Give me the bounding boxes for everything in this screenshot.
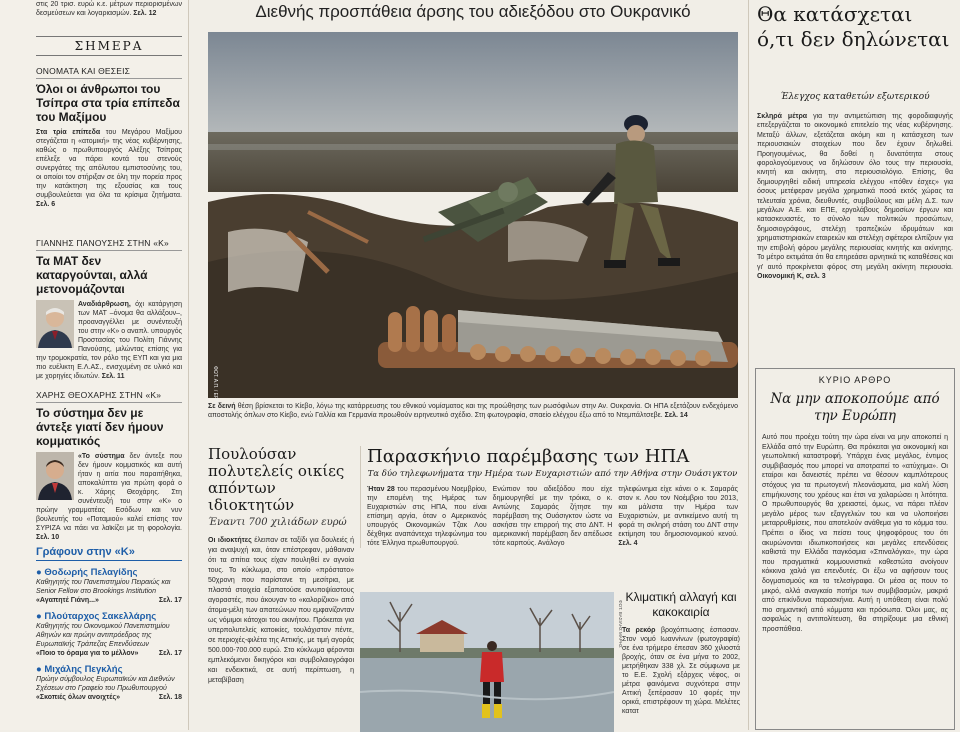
climate-article: [622, 590, 740, 716]
bullet-icon: ●: [36, 664, 45, 675]
section-theocharis: [36, 390, 182, 542]
usa-headline[interactable]: Παρασκήνιο παρέμβασης των ΗΠΑ: [367, 446, 690, 467]
writer-ref: Σελ. 18: [158, 694, 182, 701]
usa-col-1: Ήταν 28 του περασμένου Νοεμβρίου, την επομένη της Ημέρας των Ευχαριστιών στις ΗΠΑ, που είναι επίσημη αργία, όταν ο Αμερικανός υπουργός Οικονομικών Τζακ Λου δέχθηκε αναπάντεχα τηλεφώνημα του τότε Έλληνα πρωθυπουργού.: [367, 486, 487, 547]
editorial-body: Αυτό που προέχει τούτη την ώρα είναι να μην αποκοπεί η Ελλάδα από την Ευρώπη. Θα πρόκειται για οικονομική και γεωπολιτική καταστροφή. Υπάρχει ένας μεγάλος, έντιμος συμβιβασμός που μπορεί να αποτραπεί το «ατύχημα». Οι εταίροι και δανειστές πρέπει να θέσουν καμπλότερους στόχους για τα πρωτογενή πλεονάσματα, μια καλή λύση επιμήκυνσης του χρέους και έτσι να χαλαρώσει η λιτότητα. Ο πρωθυπουργός θα χρειαστεί, όμως, να πάρει πλέον μεγάλο μέρος των εξαγγελιών του και να υλοποιήσει μεταρρυθμίσεις, που αποτελούν ανάθεμα για το κόμμα του. Πρέπει ο ίδιος να πείσει τους ψηφοφόρους του ότι ακυρώνονται ιδιωτικοποιήσεις και μεγάλες επενδύσεις καθιστά την Ελλάδα παγκόσμια «Σπιναλόγκα», την ώρα που πραγματικά κομμουνιστικά καθεστώτα ανοίγουν κόκκινα χαλιά για επενδυτές. Οι έξω να αφήσουν τους δογματισμούς και τα τελεσίγραφα. Οι μέσα ας πουν το μικρό, αλλά αναγκαίο ποτήρι των συμβιβασμών, μακριά από επικίνδυνα παρασκήνια. Αυτή η υπόθεση είναι πολύ πιο σημαντική από κόμματα και πρόσωπα. Όλοι μας, ας ασφαλώς η αντιπολίτευση, θα στηρίξουμε μια εθνική προσπάθεια.: [762, 434, 948, 633]
writer-item[interactable]: [36, 567, 182, 605]
avatar-panousis: [36, 300, 74, 348]
avatar-theocharis: [36, 452, 74, 500]
climate-body: Τα ρεκόρ βροχόπτωσης έσπασαν. Στον νομό Ιωαννίνων (φωτογραφία) σε ένα τρήμερο έπεσαν 360 χιλιοστά βροχής, όταν σε ένα μήνα το 2002, μετρήθηκαν 338 χλ. Σε σύμφωνα με το Ε.Ε. Σχολή εξάρχεις νέφος, οι μέτρα φαινόμενα συχνότερα στην Αττική ξεπέρασαν 10 φορές την ορικά, επιστρέφουν τη χώρα. Μελέτες κατατ: [622, 627, 740, 715]
bullet-icon: ●: [36, 567, 45, 578]
flood-photo-credit: ΦΩΤ. ΒΑΣΙΛΗΣ ΜΑΡΗΣ: [618, 600, 623, 648]
flood-photo: [360, 592, 614, 732]
section-headline[interactable]: Τα ΜΑΤ δεν καταργούνται, αλλά μετονομάζονται: [36, 254, 148, 296]
villas-article: [208, 446, 354, 686]
writer-item[interactable]: [36, 664, 182, 702]
left-column: [0, 0, 189, 730]
section-headline[interactable]: Όλοι οι άνθρωποι του Τσίπρα στα τρία επίπεδα του Μαξίμου: [36, 82, 180, 124]
editorial-headline[interactable]: Να μην αποκοπούμε από την Ευρώπη: [770, 391, 940, 424]
writer-title: «Αγαπητέ Γιάνη...»: [36, 597, 99, 604]
writer-title: «Σκοπιές όλων ανοιχτές»: [36, 694, 120, 701]
writer-desc: Καθηγητής του Οικονομικού Πανεπιστημίου Αθηνών και πρώην αντιπρόεδρος της Ευρωπαϊκής Τράπεζας Επενδύσεων: [36, 623, 170, 648]
section-panousis: [36, 238, 182, 381]
writer-title: «Ποιο το όραμα για το μέλλον»: [36, 650, 139, 657]
climate-headline[interactable]: Κλιματική αλλαγή και κακοκαιρία: [625, 590, 737, 619]
section-label: ΟΝΟΜΑΤΑ ΚΑΙ ΘΕΣΕΙΣ: [36, 66, 182, 79]
right-body: Σκληρά μέτρα για την αντιμετώπιση της φοροδιαφυγής επεξεργάζεται το οικονομικό επιτελείο της νέας κυβέρνησης. Μεταξύ άλλων, εξετάζεται ακόμη και η κατάσχεση των περιουσιακών στοιχείων που δεν έχουν δηλωθεί. Προηγουμένως, θα δοθεί η δυνατότητα στους φορολογούμενους να δηλώσουν όλο τους την περιουσία, κινητή και ακίνητη, στο περιουσιολόγιο. Επίσης, θα δημιουργηθεί ειδική υπηρεσία ελέγχου «πόθεν έσχες» για όσους μετέφεραν μεγάλα χρηματικά ποσά εκτός χώρας τα τελευταία χρόνια, διευθυντές, συμβούλους και μέλη Δ.Σ. των μεγάλων Α.Ε. και ΕΠΕ, εργολάβους δημοσίων έργων και κατασκευαστές, το σύνολο των πολιτικών προσώπων, δημοσιογράφους, στελέχη τραπεζικών ιδρυμάτων και χρηματιστηριακών εταιρειών και στελέχη σφέτεροι ελπίζουν για την επιβολή φόρου μεγάλης περιουσίας κινητής και ακίνητης. Το μέτρο εκτιμάται ότι θα επηρεάσει αρνητικά τις καταθέσεις και γι' αυτό προκρίνεται φόρος στη μεγάλη ακίνητη περιουσία. Οικονομική Κ, σελ. 3: [757, 113, 953, 280]
war-photo: [208, 32, 738, 398]
editorial-label: ΚΥΡΙΟ ΑΡΘΡΟ: [818, 375, 892, 385]
section-body: «Το σύστημα δεν άντεξε που δεν ήμουν κομματικός και αυτή ήταν η αιτία που παραιτήθηκα, αποκαλύπτει για πρώτη φορά ο κ. Χάρης Θεοχάρης. Στη συνέντευξή του στην «Κ» ο πρώην γραμματέας Εσόδων και νυν βουλευτής του «Ποταμιού» καλεί επίσης τον ΣΥΡΙΖΑ να πάει να λαϊκίζει με τη φορολογία. Σελ. 10: [36, 453, 182, 541]
writer-name: Μιχάλης Πεγκλής: [44, 664, 123, 675]
editorial-box: [755, 368, 955, 730]
usa-subhead: Τα δύο τηλεφωνήματα την Ημέρα των Ευχαριστιών από την Αθήνα στην Ουάσιγκτον: [367, 469, 738, 479]
writers-box: [36, 546, 182, 702]
top-headline[interactable]: Διεθνής προσπάθεια άρσης του αδιεξόδου στο Ουκρανικό: [255, 2, 691, 21]
photo-credit: ΦΩΤ. Α.Π. / ΕΡΓΑ ΦΩΤΟ: [212, 366, 218, 421]
war-photo-caption: Σε δεινή θέση βρίσκεται το Κίεβο, λόγω της κατάρρευσης του εθνικού νομίσματος και της προώθησης των ρωσόφιλων στην Αν. Ουκρανία. Οι ΗΠΑ εξετάζουν ενδεχόμενο αποστολής όπλων στο Κίεβο, ενώ Γαλλία και Γερμανία προωθούν ειρηνευτικό σχέδιο. Στη φωτογραφία, σπαείο ελέγχου έξω από το Ντεμπάλτσεβε. Σελ. 14: [208, 403, 738, 419]
bullet-icon: ●: [36, 611, 45, 622]
right-column: [748, 0, 960, 730]
usa-col-2: Ενώπιον του αδιεξόδου που είχε δημιουργηθεί με την τρόικα, ο κ. Αντώνης Σαμαράς ζήτησε την παρέμβαση της Ουάσιγκτον ώστε να ασκήσει την επιρροή της στο ΔΝΤ. Η αμερικανική παρέμβαση δεν απέδωσε τότε καρπούς. Ανάλογο: [492, 486, 613, 547]
usa-col-3: τηλεφώνημα είχε κάνει ο κ. Σαμαράς στον κ. Λου τον Νοέμβριο του 2013, και μάλιστα την Ημέρα των Ευχαριστιών, με αντικείμενο αυτή τη φορά τη σκληρή στάση του ΔΝΤ στην εκτίμηση του δημοσιονομικού κενού. Σελ. 4: [618, 486, 739, 547]
section-body: Στα τρία επίπεδα του Μεγάρου Μαξίμου στεγάζεται η «ατομική» της νέας κυβέρνησης, καθώς ο πρωθυπουργός Αλέξης Τσίπρας επέλεξε να πάρει κοντά του στενούς συνεργάτες της απόλυτου εμπιστοσύνης του, οι οποίοι τον στήριξαν σε όλη την πορεία προς την κατάκτηση της εξουσίας και τους συμβουλεύεται για όλα τα κρίσιμα ζητήματα. Σελ. 6: [36, 129, 182, 208]
section-label: ΓΙΑΝΝΗΣ ΠΑΝΟΥΣΗΣ ΣΤΗΝ «Κ»: [36, 238, 182, 251]
section-label: ΧΑΡΗΣ ΘΕΟΧΑΡΗΣ ΣΤΗΝ «Κ»: [36, 390, 182, 403]
simera-label: ΣΗΜΕΡΑ: [36, 36, 182, 56]
writer-desc: Καθηγητής του Πανεπιστημίου Πειραιώς και Senior Fellow στο Brookings Institution: [36, 579, 171, 595]
section-headline[interactable]: Το σύστημα δεν με άντεξε γιατί δεν ήμουν κομματικός: [36, 406, 164, 448]
writers-header: Γράφουν στην «Κ»: [36, 546, 182, 561]
section-names-positions: [36, 66, 182, 209]
villas-subhead: Έναντι 700 χιλιάδων ευρώ: [208, 517, 347, 528]
writer-ref: Σελ. 17: [158, 597, 182, 604]
top-snippet: στις 20 τρισ. ευρώ κ.ε. μέτρων περιορισμένων δεσμεύσεων και λογαριασμών. Σελ. 12: [36, 1, 182, 17]
writer-ref: Σελ. 17: [158, 650, 182, 657]
middle-column: [190, 0, 746, 730]
writer-name: Πλούταρχος Σακελλάρης: [44, 611, 157, 622]
villas-headline[interactable]: Πουλούσαν πολυτελείς οικίες απόντων ιδιοκτητών: [208, 445, 345, 514]
usa-article: [360, 446, 738, 548]
right-headline[interactable]: Θα κατάσχεται ό,τι δεν δηλώνεται: [757, 2, 950, 51]
writer-desc: Πρώην σύμβουλος Ευρωπαϊκών και Διεθνών Σχέσεων στο Γραφείο του Πρωθυπουργού: [36, 676, 175, 692]
writer-name: Θοδωρής Πελαγίδης: [44, 567, 138, 578]
writer-item[interactable]: [36, 611, 182, 658]
section-body: Αναδιάρθρωση, όχι κατάργηση των ΜΑΤ –όνομα θα αλλάξουν–, προαναγγέλλει με συνέντευξή του στην «Κ» ο αναπλ. υπουργός Προστασίας του Πολίτη Γιάννης Πανούσης, μιλώντας επίσης για την τρομοκρατία, τον ρόλο της ΕΥΠ και για μια πιο ευέλικτη Ε.Λ.ΑΣ., ενισχυμένη σε υλικό και με χορηγίες ιδιωτών. Σελ. 11: [36, 301, 182, 380]
villas-body: Οι ιδιοκτήτες έλειπαν σε ταξίδι για δουλειές ή για αναψυχή και, όταν επέστρεφαν, μάθαιναν ότι τα σπίτια τους είχαν πουληθεί εν αγνοία τους. Το κύκλωμα, στο οποίο «πρόστατο» 50χρονη που παρίστανε τη μεσίτρια, με πλαστά στοιχεία εξαπατούσε ανυποψίαστους αγοραστές, που άκουγαν το «καλορίζικο» από άτομα-μέλη των απατεώνων που εμφανίζονταν ως νόμιμοι κάτοχοι του ακινήτου. Πρόκειται για υπερπολυτελείς κατοικίες, τουλάχιστον πέντε, σε περιοχές-φιλέτα της Αττικής, με τιμή αγοράς 500.000-700.000 ευρώ. Στο κύκλωμα φέρονται εμπλεκόμενοι δικηγόροι και συμβολαιογράφοι και ενδεικτικά, σε αυτή περίπτωση, η μεταβίβαση: [208, 537, 354, 684]
right-subhead: Έλεγχος καταθετών εξωτερικού: [780, 92, 930, 102]
